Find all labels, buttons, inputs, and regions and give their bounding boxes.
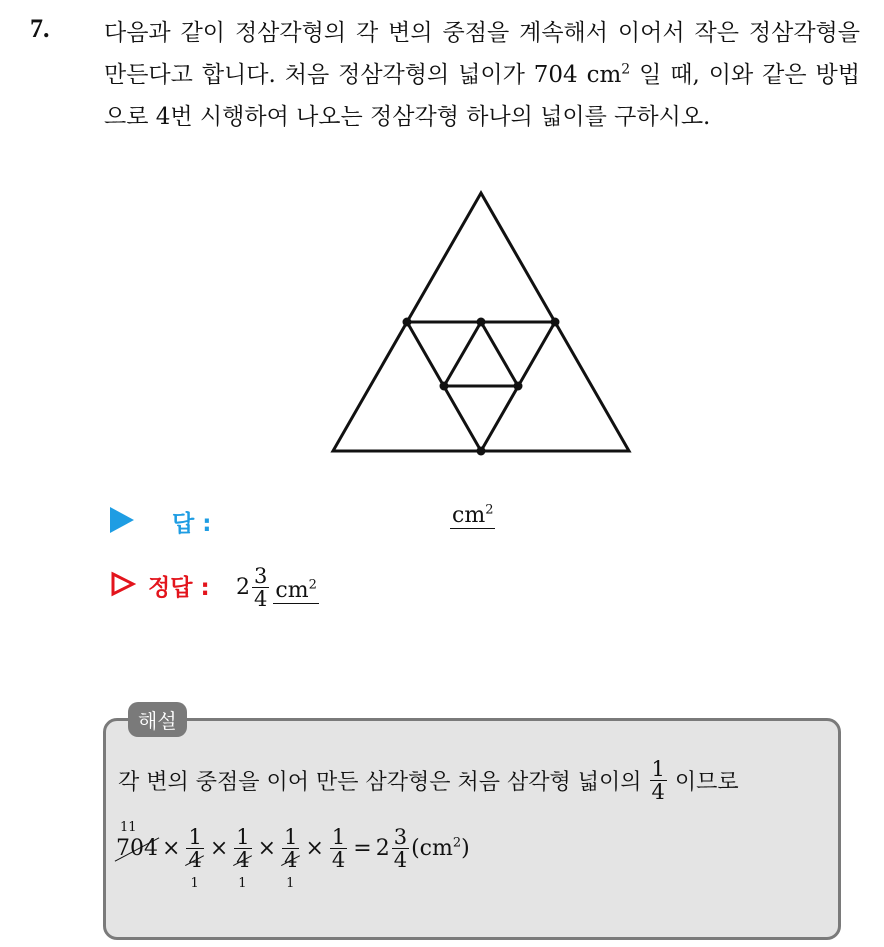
cancelled-704: 11 704 — [116, 820, 158, 861]
question-number: 7. — [30, 14, 50, 43]
reduced-11: 11 — [120, 820, 137, 835]
result-whole: 2 — [375, 836, 390, 861]
question-text-part2: 일 때, 이와 같은 방법으로 4번 시행하여 나오는 정삼각형 하나의 넓이를 구하시오. — [104, 62, 860, 130]
question-text-part1: 다음과 같이 정삼각형의 각 변의 중점을 계속해서 이어서 작은 정삼각형을 만든다고 합니다. 처음 정삼각형의 넓이가 704 cm — [104, 20, 860, 88]
times-sign: × — [305, 836, 324, 861]
answer-input-blank[interactable] — [450, 503, 495, 529]
result-unit: $(cm^2)$ — [411, 835, 470, 861]
correct-numerator: 3 — [254, 564, 268, 588]
explanation-line1 — [118, 758, 739, 803]
explanation-calculation — [116, 820, 470, 891]
third-triangle — [444, 322, 518, 386]
answer-unit-exponent: 2 — [485, 502, 494, 518]
question-text — [104, 12, 860, 138]
midpoint-dot — [514, 382, 523, 391]
answer-unit: cm — [452, 503, 486, 528]
explanation-line1-fraction: $\frac{1}{4}$ — [651, 757, 665, 804]
midpoint-dot — [477, 447, 486, 456]
equals-sign: = — [353, 836, 372, 861]
midpoint-dot — [440, 382, 449, 391]
quarter-fraction: 1 4 1 — [186, 826, 203, 871]
triangle-figure — [320, 185, 640, 460]
correct-denominator: 4 — [254, 587, 268, 611]
explanation-tag: 해설 — [128, 702, 187, 737]
correct-unit: $cm^2$ — [275, 577, 317, 603]
times-sign: × — [257, 836, 277, 861]
quarter-fraction: $\frac{1}{4}$ — [331, 825, 346, 872]
result-fraction: $\frac{3}{4}$ — [393, 825, 408, 872]
explanation-line1-tail: 이므로 — [674, 770, 739, 795]
times-sign: × — [209, 836, 229, 861]
correct-whole: 2 — [236, 575, 250, 600]
correct-label: 정답 : — [148, 575, 210, 601]
correct-play-outline-icon — [110, 571, 136, 597]
correct-fraction — [252, 565, 269, 610]
explanation-line1-text: 각 변의 중점을 이어 만든 삼각형은 처음 삼각형 넓이의 — [118, 770, 642, 795]
quarter-fraction: 1 4 1 — [234, 826, 251, 871]
answer-label: 답 : — [172, 511, 212, 537]
midpoint-dot — [403, 318, 412, 327]
answer-play-icon — [110, 507, 134, 533]
quarter-fraction: 1 4 1 — [282, 826, 299, 871]
correct-value — [236, 565, 319, 610]
times-sign: × — [162, 836, 181, 861]
midpoint-dot — [551, 318, 560, 327]
question-area-unit-exponent: 2 — [621, 61, 631, 78]
midpoint-dot — [477, 318, 486, 327]
